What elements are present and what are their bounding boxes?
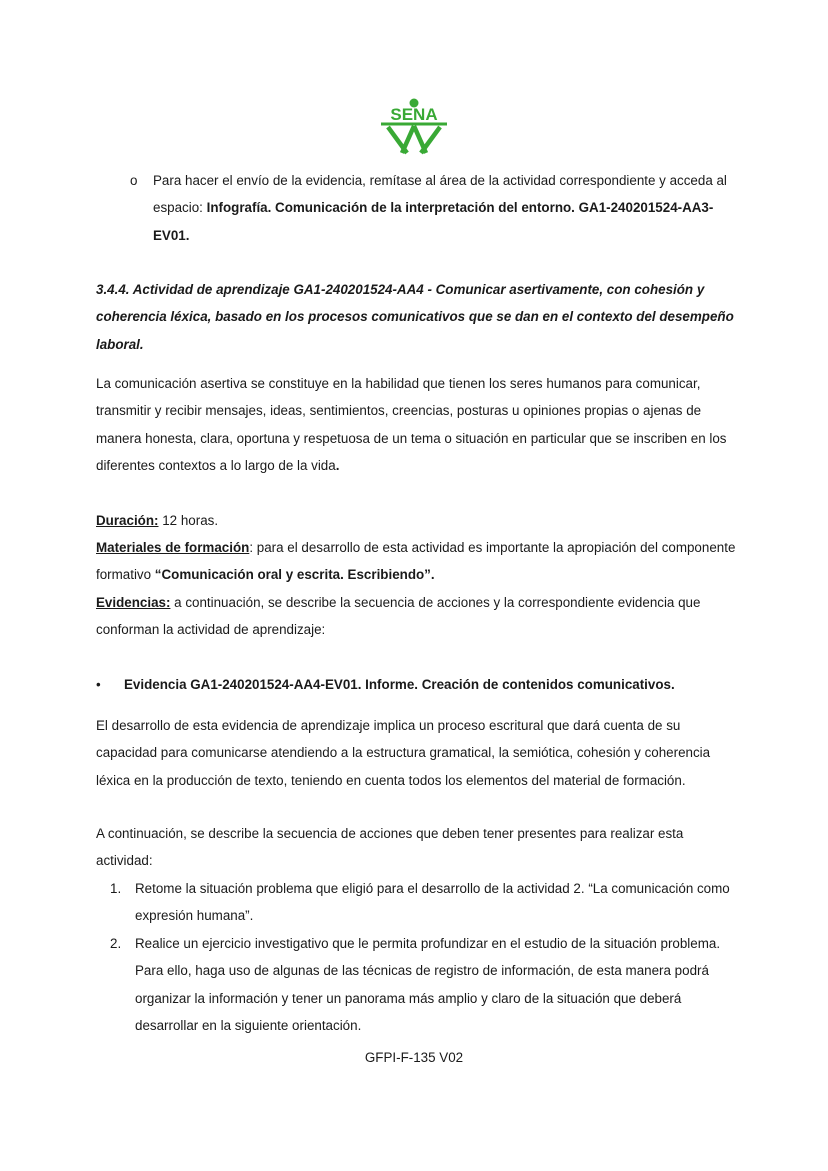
sequence-intro: A continuación, se describe la secuencia de acciones que deben tener presentes para realizar esta actividad: [96, 826, 684, 869]
sena-logo [376, 98, 452, 156]
step-item: Realice un ejercicio investigativo que le permita profundizar en el estudio de la situación problema. Para ello, haga uso de algunas de las técnicas de registro de información, de esta manera podrá organizar la información y tener un panorama más amplio y claro de la situación que deberá desarrollar en la siguiente orientación. [135, 936, 721, 1034]
submission-target-space: Infografía. Comunicación de la interpretación del entorno. GA1-240201524-AA3-EV01. [153, 200, 714, 243]
intro-text: La comunicación asertiva se constituye en la habilidad que tienen los seres humanos para comunicar, transmitir y recibir mensajes, ideas, sentimientos, creencias, posturas u opiniones propias o ajenas de manera honesta, clara, oportuna y respetuosa de un tema o situación en particular que se inscriben en los diferentes contextos a lo largo de la vida [96, 376, 727, 474]
materials-text: : para el desarrollo de esta actividad es importante la apropiación del componente formativo [96, 540, 736, 583]
document-code-footer: GFPI-F-135 V02 [364, 1050, 464, 1065]
step-number: 2. [110, 936, 122, 951]
duration-label: Duración: [96, 513, 159, 528]
materials-label: Materiales de formación [96, 540, 250, 555]
evidence-title: Evidencia GA1-240201524-AA4-EV01. Informe. Creación de contenidos comunicativos. [124, 677, 675, 692]
hollow-bullet-marker: o [130, 173, 138, 188]
evidences-paragraph [96, 589, 736, 644]
sena-logo-graphic [376, 98, 452, 156]
intro-end: . [335, 458, 340, 474]
evidences-label: Evidencias: [96, 595, 171, 610]
submission-text: Para hacer el envío de la evidencia, remítase al área de la actividad correspondiente y acceda al espacio: [153, 173, 727, 216]
duration-line [96, 507, 736, 534]
duration-value: 12 horas. [158, 513, 219, 528]
sena-logo-text: SENA [390, 105, 438, 124]
submission-instructions [153, 167, 743, 249]
intro-paragraph [96, 370, 736, 480]
evidence-description: El desarrollo de esta evidencia de aprendizaje implica un proceso escritural que dará cuenta de su capacidad para comunicarse atendiendo a la estructura gramatical, la semiótica, cohesión y coherencia léxica en la producción de texto, teniendo en cuenta todos los elementos del material de formación. [96, 718, 711, 788]
section-heading: 3.4.4. Actividad de aprendizaje GA1-240201524-AA4 - Comunicar asertivamente, con cohesión y coherencia léxica, basado en los procesos comunicativos que se dan en el contexto del desempeño laboral. [96, 282, 734, 352]
materials-title: “Comunicación oral y escrita. Escribiendo”. [154, 567, 435, 583]
bullet-marker: • [96, 677, 101, 692]
materials-paragraph [96, 534, 736, 589]
evidences-text: a continuación, se describe la secuencia de acciones y la correspondiente evidencia que conforman la actividad de aprendizaje: [96, 595, 701, 638]
step-item: Retome la situación problema que eligió para el desarrollo de la actividad 2. “La comunicación como expresión humana”. [135, 881, 730, 924]
step-number: 1. [110, 881, 122, 896]
